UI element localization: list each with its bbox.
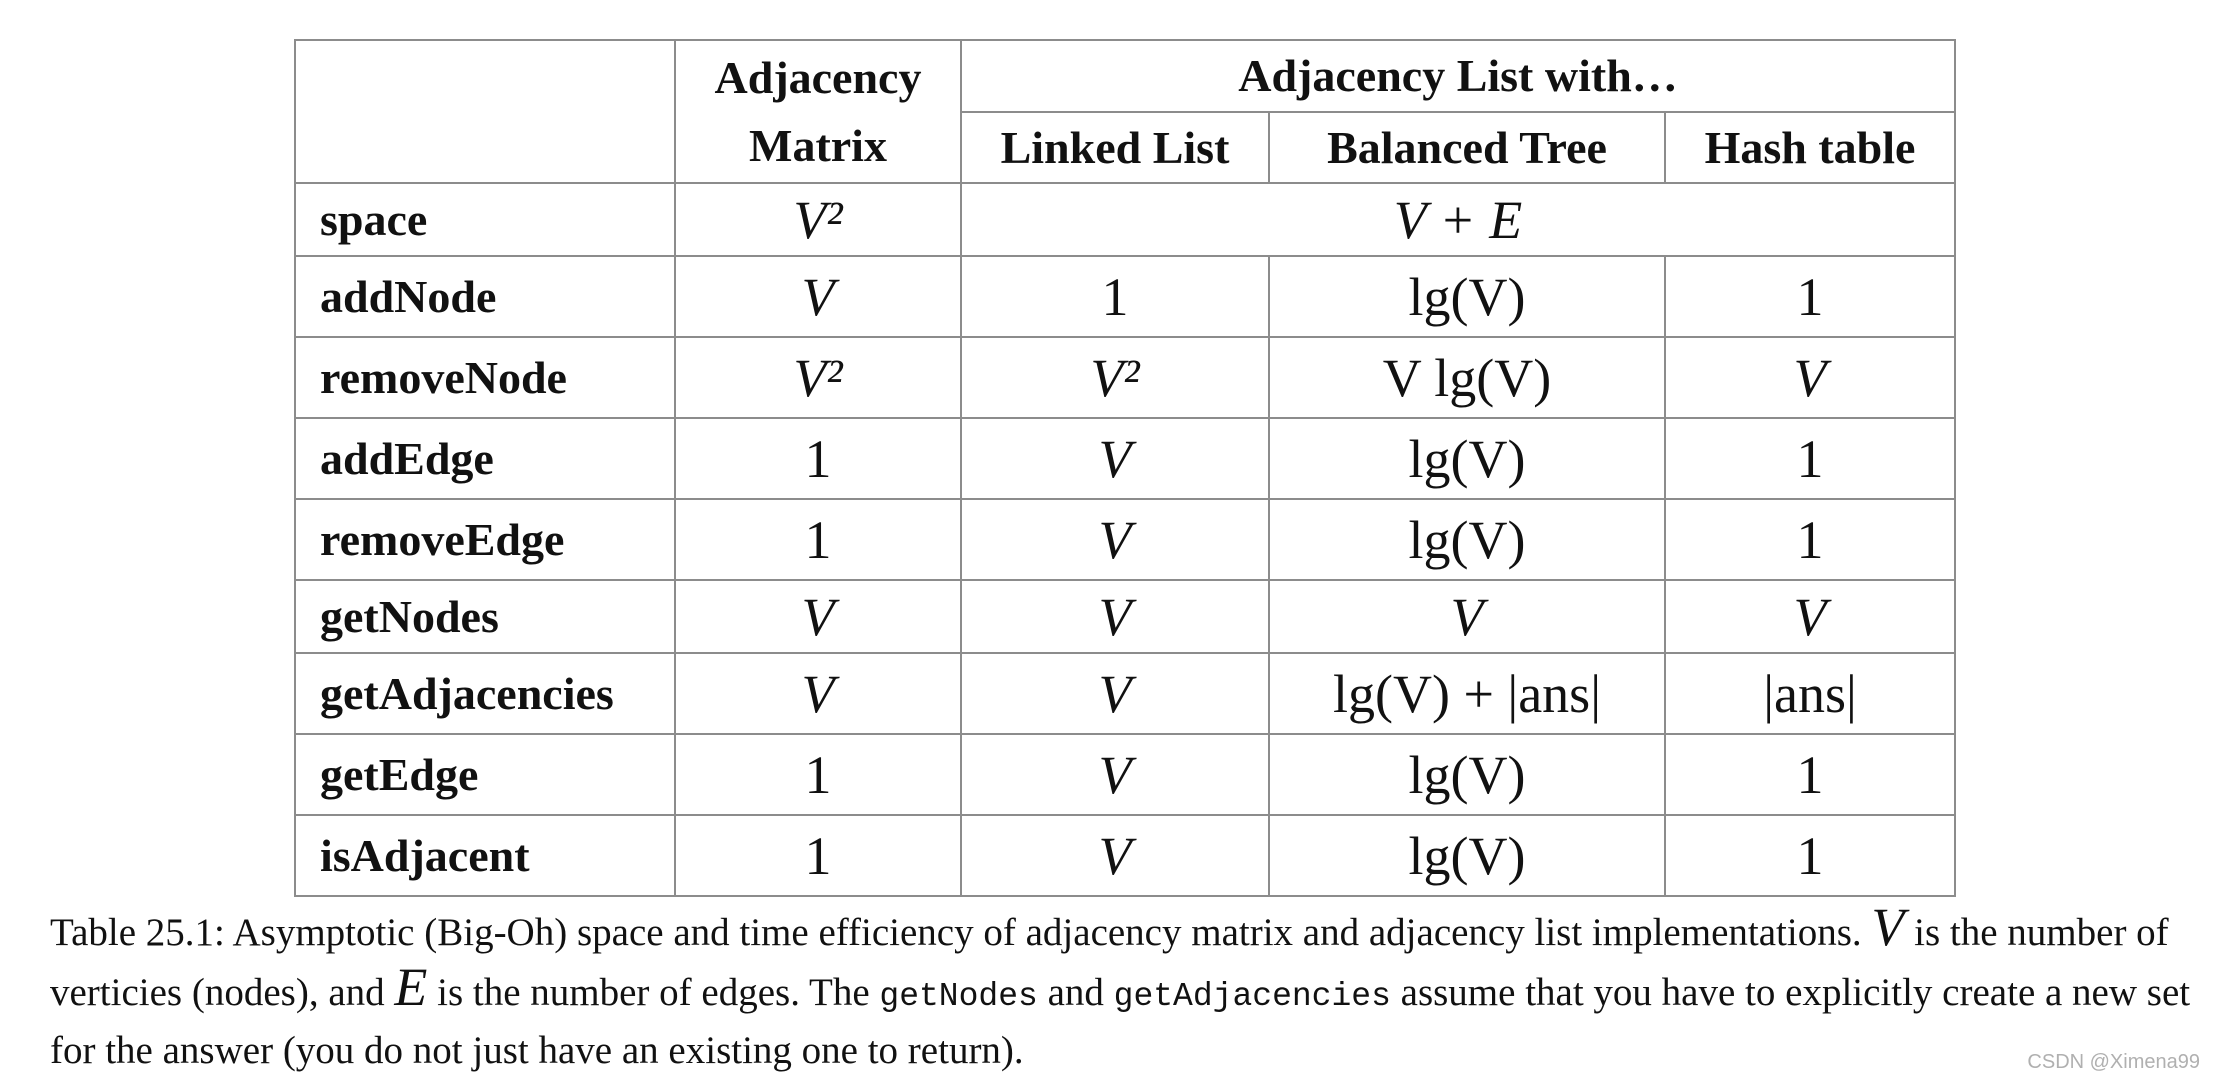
table-row [295, 337, 1955, 418]
row-label: isAdjacent [295, 815, 675, 896]
cell-tree [1269, 734, 1665, 815]
cell-value: V [801, 663, 835, 724]
table-row [295, 183, 1955, 256]
cell-value: lg(V) [1408, 744, 1526, 805]
cell-value: 1 [1796, 266, 1824, 327]
cell-value: V [1098, 586, 1132, 647]
cell-matrix [675, 499, 961, 580]
row-label: getEdge [295, 734, 675, 815]
cell-tree [1269, 337, 1665, 418]
cell-linked [961, 734, 1269, 815]
cell-tree [1269, 815, 1665, 896]
cell-tree [1269, 418, 1665, 499]
cell-tree [1269, 653, 1665, 734]
table-row [295, 815, 1955, 896]
cell-value: V [1098, 428, 1132, 489]
cell-value: V [801, 586, 835, 647]
cell-value: 1 [804, 509, 832, 570]
cell-linked [961, 653, 1269, 734]
corner-cell [295, 40, 675, 183]
cell-matrix [675, 337, 961, 418]
table-caption [50, 897, 2200, 1078]
cell-linked [961, 337, 1269, 418]
table-row [295, 580, 1955, 653]
cell-value: V [1450, 586, 1484, 647]
table-row [295, 256, 1955, 337]
watermark: CSDN @Ximena99 [2027, 1051, 2200, 1073]
cell-matrix [675, 418, 961, 499]
cell-matrix [675, 734, 961, 815]
caption-part5: assume that you have to explicitly create a new set for the answer (you do not just have an existing one to return). [50, 971, 2191, 1072]
caption-code-getnodes: getNodes [879, 978, 1038, 1015]
cell-value: V² [793, 347, 843, 408]
cell-value: 1 [804, 744, 832, 805]
cell-value: V [1098, 509, 1132, 570]
cell-value: lg(V) [1408, 428, 1526, 489]
cell-hash [1665, 815, 1955, 896]
row-label: getAdjacencies [295, 653, 675, 734]
table-row [295, 734, 1955, 815]
cell-value: V [1098, 825, 1132, 886]
cell-value: V [801, 266, 835, 327]
table-row [295, 653, 1955, 734]
cell-linked [961, 256, 1269, 337]
caption-var-v: V [1871, 897, 1905, 957]
row-label: getNodes [295, 580, 675, 653]
cell-hash [1665, 580, 1955, 653]
cell-value: 1 [804, 825, 832, 886]
cell-value: 1 [1796, 825, 1824, 886]
header-row-top [295, 40, 1955, 112]
cell-value: 1 [1796, 744, 1824, 805]
cell-value: V² [1090, 347, 1140, 408]
cell-value: lg(V) [1408, 825, 1526, 886]
cell-tree [1269, 580, 1665, 653]
row-label: removeNode [295, 337, 675, 418]
row-label: addNode [295, 256, 675, 337]
complexity-table [294, 39, 1956, 897]
header-hash-table: Hash table [1665, 112, 1955, 183]
cell-value: V² [793, 189, 843, 250]
row-label: space [295, 183, 675, 256]
header-linked-list: Linked List [961, 112, 1269, 183]
cell-tree [1269, 256, 1665, 337]
cell-value: V [1098, 744, 1132, 805]
cell-value: |ans| [1763, 663, 1857, 724]
cell-matrix [675, 580, 961, 653]
cell-value: V [1098, 663, 1132, 724]
row-label: removeEdge [295, 499, 675, 580]
cell-value: V + E [1393, 189, 1523, 250]
caption-part1: Table 25.1: Asymptotic (Big-Oh) space and time efficiency of adjacency matrix and adjacency list implementations. [50, 911, 1862, 954]
cell-value: V [1793, 347, 1827, 408]
cell-value: 1 [1796, 428, 1824, 489]
header-matrix-line2: Matrix [749, 119, 887, 171]
cell-matrix [675, 256, 961, 337]
cell-matrix [675, 653, 961, 734]
table-row [295, 418, 1955, 499]
cell-tree [1269, 499, 1665, 580]
header-matrix-line1: Adjacency [714, 51, 922, 103]
cell-linked [961, 580, 1269, 653]
caption-part4: and [1047, 971, 1104, 1014]
caption-var-e: E [394, 957, 428, 1017]
cell-hash [1665, 418, 1955, 499]
row-label: addEdge [295, 418, 675, 499]
cell-value: 1 [804, 428, 832, 489]
caption-part3: is the number of edges. The [437, 971, 870, 1014]
cell-value: V [1793, 586, 1827, 647]
cell-linked [961, 418, 1269, 499]
header-adjacency-list-group: Adjacency List with… [961, 40, 1955, 112]
cell-value: lg(V) + |ans| [1332, 663, 1602, 724]
cell-hash [1665, 256, 1955, 337]
cell-value: 1 [1796, 509, 1824, 570]
cell-list-merged [961, 183, 1955, 256]
cell-matrix [675, 815, 961, 896]
cell-value: 1 [1101, 266, 1129, 327]
caption-code-getadjacencies: getAdjacencies [1113, 978, 1391, 1015]
cell-value: V lg(V) [1382, 347, 1552, 408]
cell-value: lg(V) [1408, 509, 1526, 570]
header-balanced-tree: Balanced Tree [1269, 112, 1665, 183]
cell-hash [1665, 337, 1955, 418]
caption-part2: is the number of verticies (nodes), and [50, 911, 2169, 1014]
cell-hash [1665, 499, 1955, 580]
header-adjacency-matrix [675, 40, 961, 183]
cell-hash [1665, 653, 1955, 734]
cell-hash [1665, 734, 1955, 815]
cell-linked [961, 815, 1269, 896]
table-row [295, 499, 1955, 580]
cell-matrix [675, 183, 961, 256]
cell-value: lg(V) [1408, 266, 1526, 327]
cell-linked [961, 499, 1269, 580]
